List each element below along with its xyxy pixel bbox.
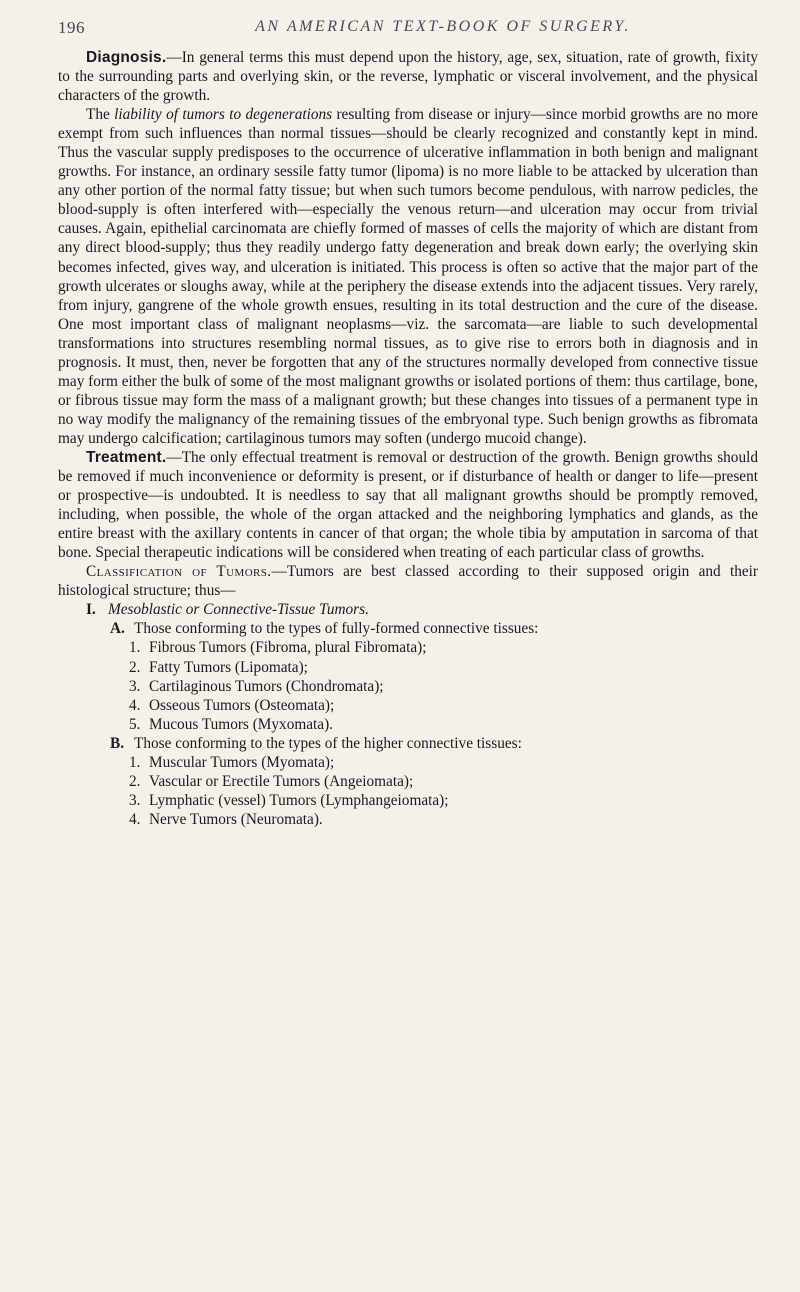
item-marker: 3. [129,677,141,695]
item-marker: 1. [129,639,141,657]
diagnosis-text: —In general terms this must depend upon the history, age, sex, situation, rate of growth, fixity to the surrounding parts and overlying skin, or the reverse, lymphatic or visceral involvement, and the physical characters of the growth. [58,49,758,105]
liability-lead: The [86,106,115,124]
item-text: Osseous Tumors (Osteomata); [149,696,335,714]
item-text: Muscular Tumors (Myomata); [149,753,335,771]
item-marker: 3. [129,791,141,809]
item-marker: 2. [129,658,141,676]
item-text: Vascular or Erectile Tumors (Angeiomata); [149,772,414,790]
item-marker: 5. [129,715,141,733]
item-text: Lymphatic (vessel) Tumors (Lymphangeiomata); [149,791,449,809]
item-text: Mucous Tumors (Myxomata). [149,715,333,733]
group-title: Mesoblastic or Connective-Tissue Tumors. [108,601,369,619]
book-title: AN AMERICAN TEXT-BOOK OF SURGERY. [255,18,631,35]
classification-paragraph [58,562,758,600]
treatment-paragraph [58,448,758,562]
classification-heading: Classification of Tumors. [86,563,272,581]
list-item [58,638,758,657]
page-number: 196 [58,18,85,37]
list-item [58,715,758,734]
subgroup-marker: B. [110,734,125,752]
item-marker: 4. [129,810,141,828]
classification-text: —Tumors are best classed according to their supposed origin and their histological structure; thus— [58,563,758,600]
item-text: Cartilaginous Tumors (Chondromata); [149,677,384,695]
liability-paragraph [58,105,758,448]
item-marker: 2. [129,772,141,790]
subgroup-marker: A. [110,620,125,638]
list-item [58,696,758,715]
list-item [58,677,758,696]
item-text: Nerve Tumors (Neuromata). [149,810,323,828]
treatment-text: —The only effectual treatment is removal or destruction of the growth. Benign growths should be removed if much inconvenience or deformity is present, or if disturbance of health or danger to life—present or prospective—is undoubted. It is needless to say that all malignant growths should be promptly removed, including, when possible, the whole of the organ attacked and the neighboring lymphatics and glands, as the entire breast with the axillary contents in cancer of that organ; the whole tibia by amputation in sarcoma of that bone. Special therapeutic indications will be considered when treating of each particular class of growths. [58,448,758,562]
book-page [58,18,758,829]
group-heading [58,600,758,619]
diagnosis-heading: Diagnosis. [86,49,167,66]
liability-term: liability of tumors to degenerations [114,106,333,124]
item-marker: 1. [129,753,141,771]
list-item [58,810,758,829]
list-item [58,753,758,772]
list-item [58,772,758,791]
group-marker: I. [86,601,96,619]
item-text: Fatty Tumors (Lipomata); [149,658,308,676]
subgroup-a [58,619,758,638]
item-text: Fibrous Tumors (Fibroma, plural Fibromata); [149,639,427,657]
subgroup-text: Those conforming to the types of the higher connective tissues: [134,734,522,752]
body-text [58,48,758,829]
tumor-classification-list [58,600,758,829]
liability-text: resulting from disease or injury—since morbid growths are no more exempt from such influences than normal tissues—should be clearly recognized and constantly kept in mind. Thus the vascular supply predisposes to the occurrence of ulcerative inflammation in both benign and malignant growths. For instance, an ordinary sessile fatty tumor (lipoma) is no more liable to be attacked by ulceration than any other portion of the normal fatty tissue; but when such tumors become pendulous, with narrow pedicles, the blood-supply is often interfered with—especially the venous return—and ulceration may occur from trivial causes. Again, epithelial carcinomata are chiefly formed of masses of cells the majority of which are distant from any direct blood-supply; thus they readily undergo fatty degeneration and break down early; the overlying skin becomes infected, gives way, and ulceration is initiated. This process is often so active that the major part of the growth ulcerates or sloughs away, while at the periphery the disease extends into the adjacent tissues. Very rarely, from injury, gangrene of the whole growth ensues, resulting in its total destruction and the cure of the disease. One most important class of malignant neoplasms—viz. the sarcomata—are liable to such developmental transformations into structures resembling normal tissues, as to give rise to errors both in diagnosis and in prognosis. It must, then, never be forgotten that any of the structures normally developed from connective tissue may form either the bulk of some of the most malignant growths or isolated portions of them: thus cartilage, bone, or fibrous tissue may form the mass of a malignant growth; but these changes into tissues of a permanent type in no way modify the malignancy of the remaining tissues of the embryonal type. Such benign growths as fibromata may undergo calcification; cartilaginous tumors may soften (undergo mucoid change). [58,106,758,447]
list-item [58,791,758,810]
running-head [58,18,758,48]
diagnosis-paragraph [58,48,758,105]
item-marker: 4. [129,696,141,714]
subgroup-b [58,734,758,753]
treatment-heading: Treatment. [86,448,167,466]
subgroup-text: Those conforming to the types of fully-formed connective tissues: [134,620,539,638]
list-item [58,658,758,677]
